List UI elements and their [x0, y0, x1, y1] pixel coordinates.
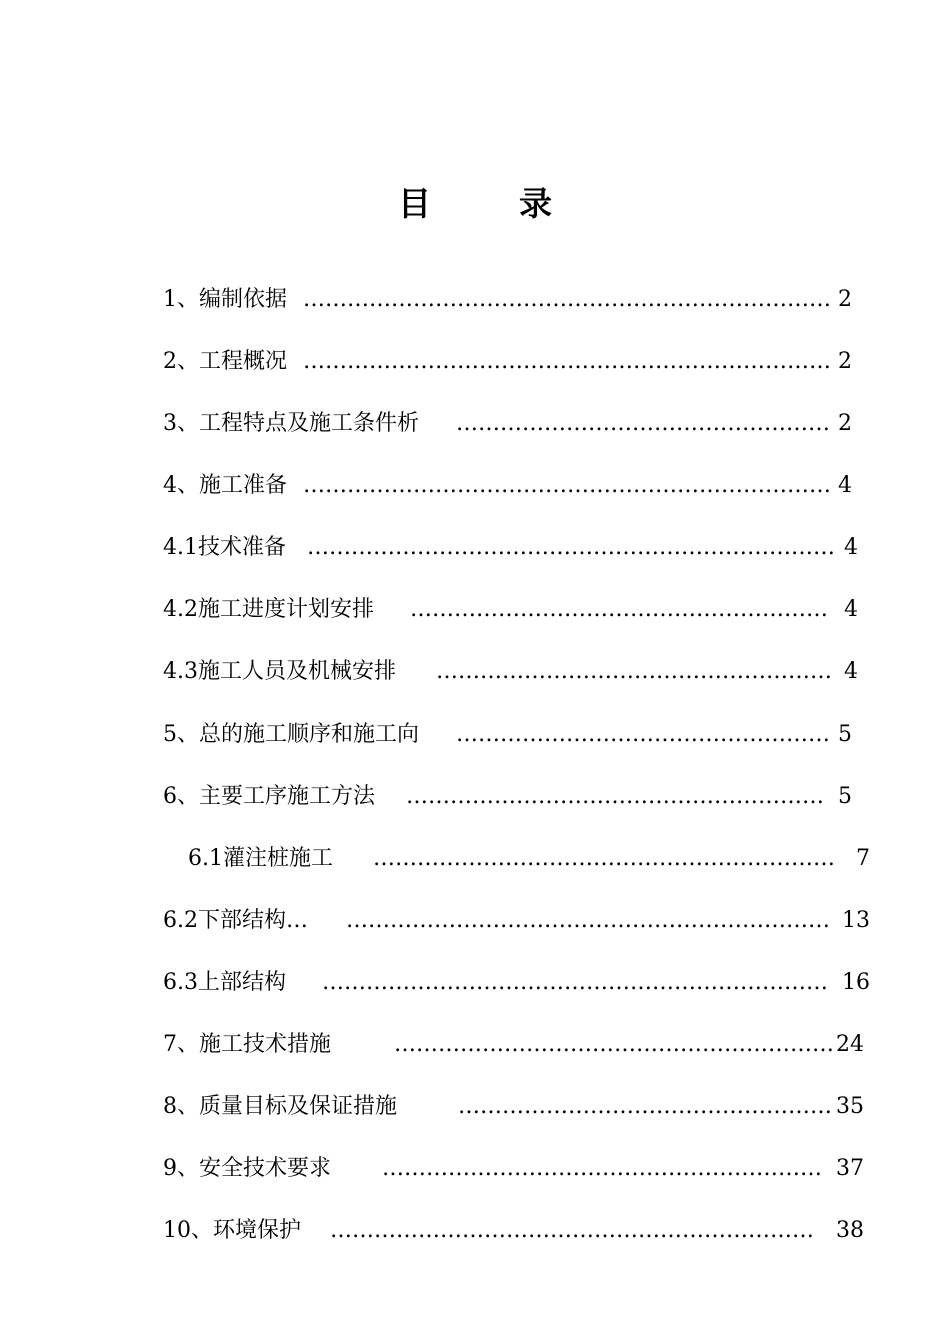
toc-entry-label: 4、施工准备	[163, 473, 287, 498]
toc-entry-page: 4	[844, 597, 858, 622]
toc-leader: ……………………………………………………	[382, 1156, 822, 1181]
toc-entry-page: 13	[842, 908, 870, 933]
toc-entry[interactable]	[163, 409, 852, 439]
toc-entry[interactable]	[163, 533, 858, 563]
toc-entry[interactable]	[163, 1030, 864, 1060]
toc-entry[interactable]	[188, 844, 870, 874]
toc-entry[interactable]	[163, 906, 870, 936]
toc-leader: ………………………………………………………	[373, 846, 835, 871]
toc-leader: ……………………………………………………………	[322, 970, 828, 995]
toc-leader: …………………………………………………………	[346, 908, 830, 933]
toc-title-char-1: 目	[398, 184, 431, 223]
toc-entry-page: 2	[838, 411, 852, 436]
toc-entry-page: 4	[844, 659, 858, 684]
toc-entry[interactable]	[163, 1154, 864, 1184]
toc-entry-label: 10、环境保护	[163, 1218, 301, 1243]
toc-leader: …………………………………………………	[410, 597, 828, 622]
toc-leader: ……………………………………………	[456, 411, 830, 436]
toc-leader: …………………………………………………	[406, 784, 824, 809]
toc-leader: ………………………………………………………………	[303, 349, 831, 374]
toc-entry-label: 6.3上部结构	[163, 970, 286, 995]
toc-entry[interactable]	[163, 782, 852, 812]
toc-leader: ………………………………………………………………	[303, 473, 831, 498]
toc-entry-page: 2	[838, 287, 852, 312]
toc-entry-page: 37	[836, 1156, 864, 1181]
toc-entry-page: 4	[838, 473, 852, 498]
toc-entry-label: 4.3施工人员及机械安排	[163, 659, 396, 684]
toc-leader: ……………………………………………	[458, 1094, 832, 1119]
toc-entry-page: 2	[838, 349, 852, 374]
toc-entry-page: 7	[856, 846, 870, 871]
toc-leader: ………………………………………………………………	[303, 287, 831, 312]
toc-leader: ……………………………………………………	[394, 1032, 834, 1057]
toc-entry-label: 6、主要工序施工方法	[163, 784, 375, 809]
toc-leader: …………………………………………………………	[330, 1218, 814, 1243]
toc-entry-page: 38	[836, 1218, 864, 1243]
toc-entry-page: 5	[838, 784, 852, 809]
toc-entry-page: 5	[838, 722, 852, 747]
toc-entry[interactable]	[163, 968, 870, 998]
toc-entry[interactable]	[163, 595, 858, 625]
toc-entry-page: 4	[844, 535, 858, 560]
toc-entry-label: 2、工程概况	[163, 349, 287, 374]
toc-entry-page: 16	[842, 970, 870, 995]
toc-entry[interactable]	[163, 347, 852, 377]
toc-entry[interactable]	[163, 1092, 864, 1122]
toc-entry-label: 4.1技术准备	[163, 535, 286, 560]
toc-entry-page: 35	[836, 1094, 864, 1119]
toc-entry-label: 5、总的施工顺序和施工向	[163, 722, 419, 747]
toc-entry[interactable]	[163, 1216, 864, 1246]
toc-entry-label: 8、质量目标及保证措施	[163, 1094, 397, 1119]
toc-leader: ………………………………………………………………	[307, 535, 835, 560]
toc-entry[interactable]	[163, 471, 852, 501]
toc-entry-page: 24	[836, 1032, 864, 1057]
toc-entry-label: 4.2施工进度计划安排	[163, 597, 374, 622]
toc-leader: ………………………………………………	[436, 659, 832, 684]
toc-entry-label: 9、安全技术要求	[163, 1156, 331, 1181]
toc-leader: ……………………………………………	[456, 722, 830, 747]
toc-entry-label: 7、施工技术措施	[163, 1032, 331, 1057]
toc-entry-label: 3、工程特点及施工条件析	[163, 411, 419, 436]
toc-entry[interactable]	[163, 285, 852, 315]
toc-title-char-2: 录	[519, 184, 552, 223]
toc-entry[interactable]	[163, 657, 858, 687]
toc-entry[interactable]	[163, 720, 852, 750]
toc-entry-label: 1、编制依据	[163, 287, 287, 312]
toc-entry-label: 6.1灌注桩施工	[188, 846, 333, 871]
toc-entry-label: 6.2下部结构…	[163, 908, 308, 933]
